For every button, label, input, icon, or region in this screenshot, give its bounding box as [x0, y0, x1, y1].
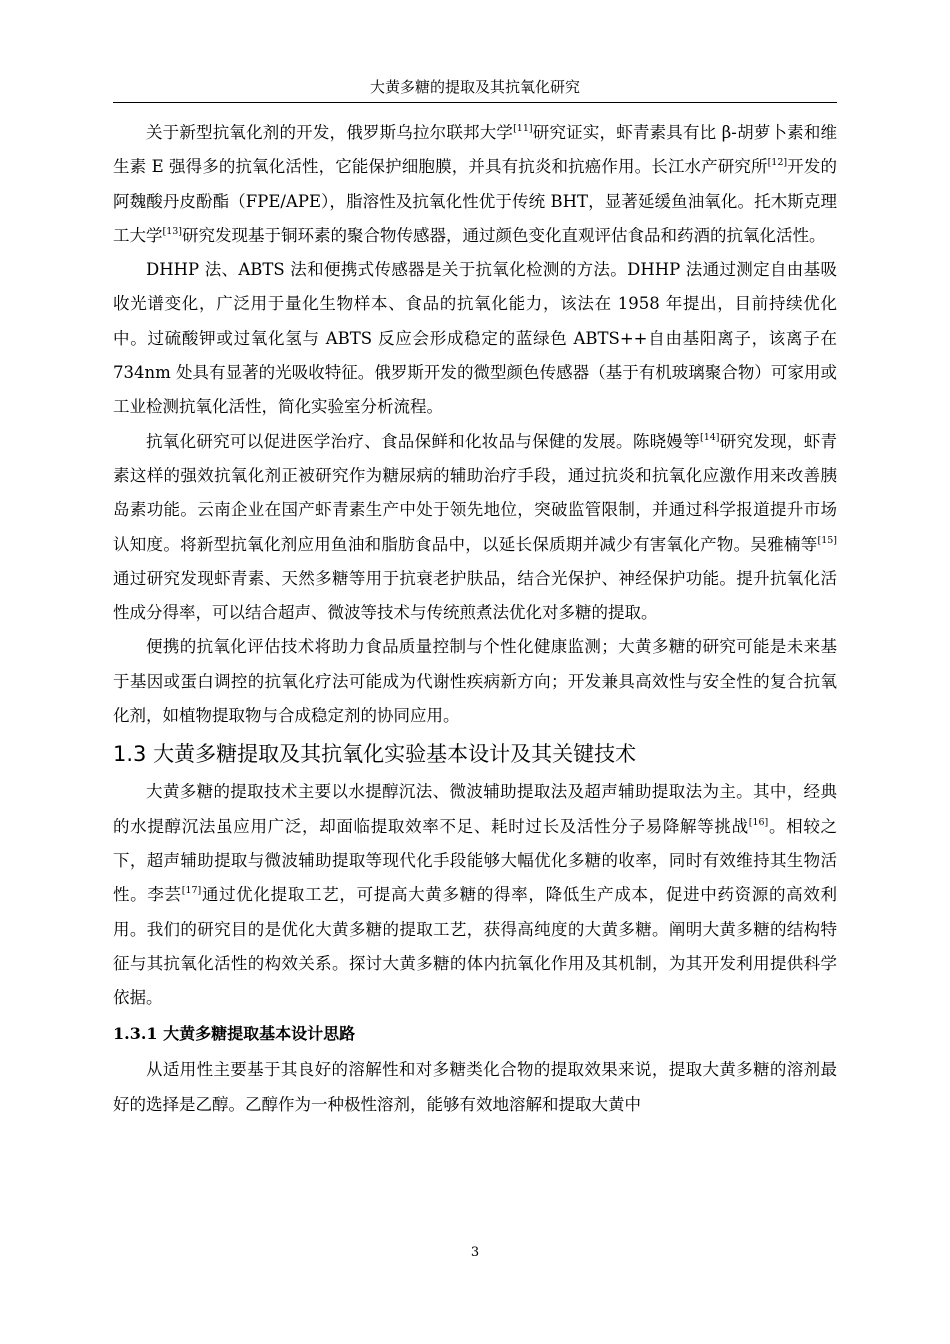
- paragraph-new-antioxidants: [113, 116, 837, 253]
- text-run: 便携的抗氧化评估技术将助力食品质量控制与个性化健康监测；大黄多糖的研究可能是未来基于基因或蛋白调控的抗氧化疗法可能成为代谢性疾病新方向；开发兼具高效性与安全性的复合抗氧化剂，如植物提取物与合成稳定剂的协同应用。: [113, 637, 837, 726]
- citation-ref: [16]: [748, 816, 769, 828]
- text-run: 关于新型抗氧化剂的开发，俄罗斯乌拉尔联邦大学: [146, 123, 514, 142]
- citation-ref: [13]: [162, 225, 183, 237]
- text-run: 研究发现基于铜环素的聚合物传感器，通过颜色变化直观评估食品和药酒的抗氧化活性。: [182, 225, 826, 245]
- paragraph-applications: [113, 425, 837, 631]
- section-heading: 1.3 大黄多糖提取及其抗氧化实验基本设计及其关键技术: [113, 742, 637, 767]
- text-run: 通过研究发现虾青素、天然多糖等用于抗衰老护肤品，结合光保护、神经保护功能。提升抗氧化活性成分得率，可以结合超声、微波等技术与传统煎煮法优化对多糖的提取。: [113, 568, 837, 623]
- body-text: [113, 116, 837, 1122]
- citation-ref: [17]: [181, 885, 202, 897]
- text-run: 抗氧化研究可以促进医学治疗、食品保鲜和化妆品与保健的发展。陈晓嫚等: [146, 431, 700, 451]
- paragraph-solvent-choice: [113, 1053, 837, 1122]
- citation-ref: [12]: [767, 157, 788, 169]
- text-run: 研究发现，虾青素这样的强效抗氧化剂正被研究作为糖尿病的辅助治疗手段，通过抗炎和抗氧化应激作用来改善胰岛素功能。云南企业在国产虾青素生产中处于领先地位，突破监管限制，并通过科学报道提升市场认知度。将新型抗氧化剂应用鱼油和脂肪食品中，以延长保质期并减少有害氧化产物。吴雅楠等: [113, 431, 838, 554]
- citation-ref: [15]: [817, 534, 837, 546]
- citation-ref: [11]: [513, 123, 533, 134]
- text-run: 。相较之下，超声辅助提取与微波辅助提取等现代化手段能够大幅优化多糖的收率，同时有效维持其生物活性。李芸: [113, 816, 838, 905]
- text-run: 大黄多糖的提取技术主要以水提醇沉法、微波辅助提取法及超声辅助提取法为主。其中，经典的水提醇沉法虽应用广泛，却面临提取效率不足、耗时过长及活性分子易降解等挑战: [113, 782, 837, 836]
- text-run: 研究证实，虾青素具有比 β-胡萝卜素和维生素 E 强得多的抗氧化活性，它能保护细胞膜，并具有抗炎和抗癌作用。长江水产研究所: [113, 123, 838, 177]
- paragraph-extraction-techniques: [113, 775, 837, 1015]
- paragraph-detection-methods: [113, 253, 837, 424]
- text-run: 从适用性主要基于其良好的溶解性和对多糖类化合物的提取效果来说，提取大黄多糖的溶剂最好的选择是乙醇。乙醇作为一种极性溶剂，能够有效地溶解和提取大黄中: [113, 1060, 837, 1114]
- text-run: DHHP 法、ABTS 法和便携式传感器是关于抗氧化检测的方法。DHHP 法通过测定自由基吸收光谱变化，广泛用于量化生物样本、食品的抗氧化能力，该法在 1958 年提出，目前持续优化中。过硫酸钾或过氧化氢与 ABTS 反应会形成稳定的蓝绿色 ABTS++自由基阳离子，该离子在 734nm 处具有显著的光吸收特征。俄罗斯开发的微型颜色传感器（基于有机玻璃聚合物）可家用或工业检测抗氧化活性，简化实验室分析流程。: [113, 260, 837, 417]
- paragraph-outlook: [113, 630, 837, 733]
- subsection-heading: 1.3.1 大黄多糖提取基本设计思路: [113, 1024, 356, 1044]
- text-run: 开发的阿魏酸丹皮酚酯（FPE/APE），脂溶性及抗氧化性优于传统 BHT，显著延缓鱼油氧化。托木斯克理工大学: [113, 157, 837, 245]
- page-number: 3: [470, 1245, 480, 1260]
- text-run: 通过优化提取工艺，可提高大黄多糖的得率，降低生产成本，促进中药资源的高效利用。我们的研究目的是优化大黄多糖的提取工艺，获得高纯度的大黄多糖。阐明大黄多糖的结构特征与其抗氧化活性的构效关系。探讨大黄多糖的体内抗氧化作用及其机制，为其开发利用提供科学依据。: [113, 885, 838, 1008]
- citation-ref: [14]: [699, 431, 720, 443]
- running-header: 大黄多糖的提取及其抗氧化研究: [113, 76, 837, 103]
